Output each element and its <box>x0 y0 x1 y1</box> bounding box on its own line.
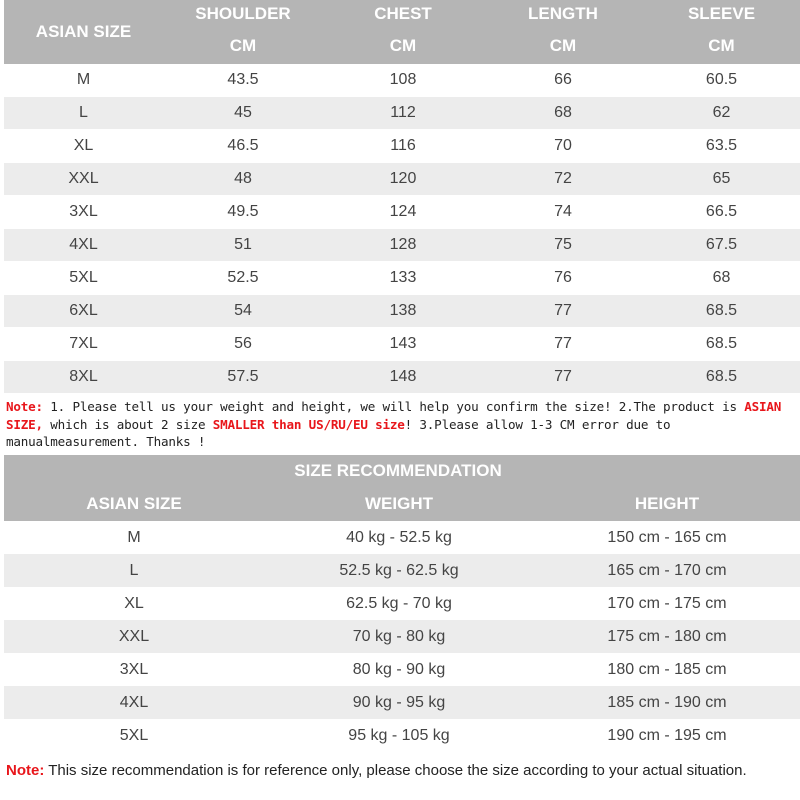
note-label: Note: <box>6 762 45 779</box>
sleeve-cell: 68.5 <box>705 302 738 319</box>
table-row <box>4 653 800 686</box>
table-row <box>4 262 800 295</box>
height-cell: 150 cm - 165 cm <box>607 528 727 546</box>
header-asian-size <box>4 0 163 64</box>
table-row <box>4 229 800 262</box>
size-cell: 8XL <box>69 368 98 385</box>
sleeve-cell: 66.5 <box>705 203 738 220</box>
weight-cell: 95 kg - 105 kg <box>348 726 450 744</box>
weight-cell: 70 kg - 80 kg <box>352 627 446 645</box>
size-cell: XL <box>73 137 94 154</box>
sleeve-cell: 68 <box>712 269 731 286</box>
recommendation-note <box>6 760 796 781</box>
size-cell: 3XL <box>119 660 149 678</box>
sleeve-cell: 62 <box>712 104 731 121</box>
length-cell: 66 <box>554 71 572 88</box>
table-row <box>4 130 800 163</box>
shoulder-cell: 45 <box>234 104 252 121</box>
size-chart-header <box>4 0 800 64</box>
chest-cell: 116 <box>390 137 416 154</box>
table-row <box>4 97 800 130</box>
note-label: Note: <box>6 399 43 414</box>
size-cell: M <box>76 71 91 88</box>
sleeve-cell: 65 <box>712 170 731 187</box>
weight-cell: 62.5 kg - 70 kg <box>346 594 452 612</box>
size-cell: L <box>129 561 139 579</box>
length-cell: 75 <box>554 236 572 253</box>
length-cell: 74 <box>554 203 572 220</box>
size-cell: 3XL <box>69 203 98 220</box>
header-label: SLEEVE <box>687 4 756 23</box>
table-row <box>4 196 800 229</box>
recommendation-title: SIZE RECOMMENDATION <box>4 455 800 487</box>
shoulder-cell: 46.5 <box>227 137 259 154</box>
table-row <box>4 719 800 752</box>
table-row <box>4 328 800 361</box>
height-cell: 165 cm - 170 cm <box>607 561 727 579</box>
chest-cell: 128 <box>389 236 417 253</box>
table-row <box>4 554 800 587</box>
shoulder-cell: 51 <box>234 236 252 253</box>
header-unit: CM <box>549 36 577 55</box>
size-cell: 4XL <box>119 693 149 711</box>
sleeve-cell: 63.5 <box>705 137 738 154</box>
chest-cell: 133 <box>389 269 417 286</box>
length-cell: 72 <box>554 170 572 187</box>
size-cell: L <box>79 104 88 121</box>
length-cell: 77 <box>554 302 572 319</box>
header-sleeve <box>643 0 800 64</box>
size-recommendation-table <box>4 455 800 752</box>
note-text: This size recommendation is for reference only, please choose the size according to your actual situation. <box>44 762 747 779</box>
note-asian-size: ASIAN SIZE, <box>6 399 782 432</box>
chest-cell: 124 <box>389 203 417 220</box>
header-length <box>483 0 643 64</box>
shoulder-cell: 52.5 <box>227 269 259 286</box>
size-cell: 5XL <box>69 269 98 286</box>
header-chest <box>323 0 483 64</box>
sleeve-cell: 68.5 <box>705 335 738 352</box>
header-unit: CM <box>389 36 417 55</box>
size-cell: 7XL <box>69 335 98 352</box>
size-cell: 5XL <box>119 726 149 744</box>
length-cell: 68 <box>554 104 572 121</box>
shoulder-cell: 56 <box>234 335 252 352</box>
table-row <box>4 620 800 653</box>
table-row <box>4 295 800 328</box>
chest-cell: 143 <box>389 335 417 352</box>
height-cell: 190 cm - 195 cm <box>607 726 727 744</box>
note-text: 1. Please tell us your weight and height, we will help you confirm the size! 2.The product is <box>42 399 745 414</box>
length-cell: 70 <box>554 137 572 154</box>
size-cell: 6XL <box>69 302 98 319</box>
header-height: HEIGHT <box>634 494 700 513</box>
table-row <box>4 64 800 97</box>
header-label: ASIAN SIZE <box>35 22 132 41</box>
size-cell: XXL <box>68 170 99 187</box>
header-unit: CM <box>229 36 257 55</box>
note-text: which is about 2 size <box>42 416 213 432</box>
weight-cell: 80 kg - 90 kg <box>352 660 446 678</box>
size-note <box>6 398 798 451</box>
chest-cell: 138 <box>389 302 417 319</box>
header-label: SHOULDER <box>195 4 291 23</box>
size-cell: XL <box>124 594 144 612</box>
shoulder-cell: 48 <box>234 170 252 187</box>
weight-cell: 90 kg - 95 kg <box>352 693 446 711</box>
header-asian-size: ASIAN SIZE <box>86 494 182 513</box>
sleeve-cell: 67.5 <box>705 236 738 253</box>
size-cell: 4XL <box>69 236 98 253</box>
weight-cell: 40 kg - 52.5 kg <box>346 528 452 546</box>
chest-cell: 148 <box>389 368 417 385</box>
table-row <box>4 521 800 554</box>
length-cell: 76 <box>554 269 572 286</box>
size-cell: XXL <box>118 627 150 645</box>
shoulder-cell: 43.5 <box>227 71 259 88</box>
shoulder-cell: 54 <box>234 302 252 319</box>
height-cell: 175 cm - 180 cm <box>607 627 727 645</box>
header-label: CHEST <box>374 4 432 23</box>
chest-cell: 112 <box>390 104 416 121</box>
weight-cell: 52.5 kg - 62.5 kg <box>339 561 459 579</box>
header-unit: CM <box>708 36 735 55</box>
header-weight: WEIGHT <box>365 494 433 513</box>
recommendation-header <box>4 487 800 521</box>
size-cell: M <box>127 528 141 546</box>
header-label: LENGTH <box>528 4 598 23</box>
table-row <box>4 686 800 719</box>
table-row <box>4 163 800 196</box>
header-shoulder <box>163 0 323 64</box>
height-cell: 180 cm - 185 cm <box>607 660 727 678</box>
size-chart-body <box>4 64 800 394</box>
chest-cell: 108 <box>389 71 417 88</box>
note-text: ! 3.Please allow 1-3 CM error due to manualmeasurement. Thanks ! <box>6 416 671 449</box>
height-cell: 170 cm - 175 cm <box>607 594 727 612</box>
chest-cell: 120 <box>389 170 417 187</box>
sleeve-cell: 68.5 <box>705 368 738 385</box>
height-cell: 185 cm - 190 cm <box>607 693 727 711</box>
note-smaller-warning: SMALLER than US/RU/EU size <box>212 416 405 432</box>
size-chart-table <box>4 0 800 394</box>
length-cell: 77 <box>554 368 572 385</box>
recommendation-body <box>4 521 800 752</box>
shoulder-cell: 57.5 <box>227 368 259 385</box>
length-cell: 77 <box>554 335 572 352</box>
shoulder-cell: 49.5 <box>227 203 259 220</box>
table-row <box>4 361 800 394</box>
table-row <box>4 587 800 620</box>
sleeve-cell: 60.5 <box>705 71 738 88</box>
